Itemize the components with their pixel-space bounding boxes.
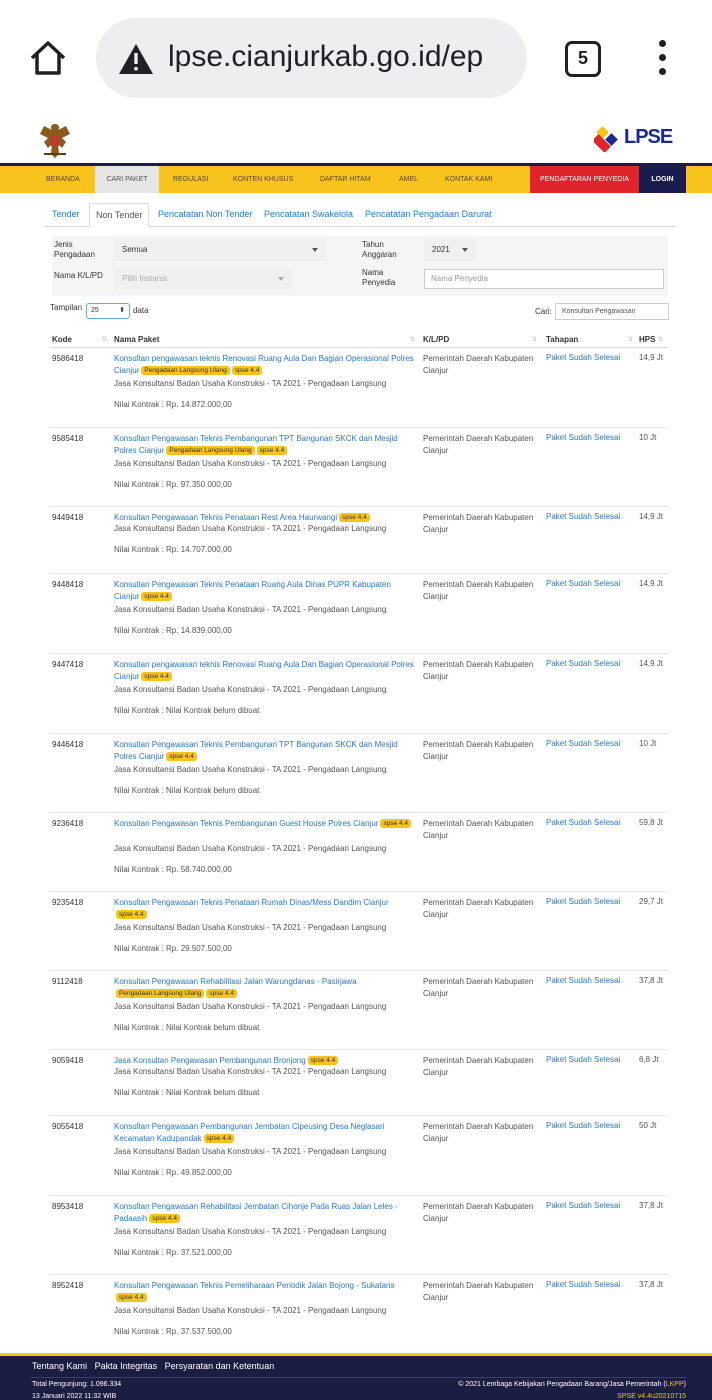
hps-cell: 14,9 Jt [639, 579, 664, 588]
nilai-kontrak-text: Nilai Kontrak : Rp. 58.740.000,00 [114, 865, 232, 874]
status-badge: spse 4.4 [257, 446, 288, 455]
status-badge: spse 4.4 [141, 672, 172, 681]
table-row [50, 1275, 668, 1355]
klpd-cell: Pemerintah Daerah Kabupaten Cianjur [423, 354, 534, 375]
nama-paket-link[interactable]: Konsultan Pengawasan Teknis Penataan Rest Area Haurwangi [114, 513, 338, 522]
hps-cell: 10 Jt [639, 739, 657, 748]
nilai-kontrak-text: Nilai Kontrak : Rp. 97.350.000,00 [114, 480, 232, 489]
jenis-pengadaan-text: Jasa Konsultansi Badan Usaha Konstruksi - TA 2021 - Pengadaan Langsung [114, 1067, 387, 1076]
copyright-text: © 2021 Lembaga Kebijakan Pengadaan Barang/Jasa Pemerintah ( [458, 1381, 666, 1388]
search-input[interactable]: Konsultan Pengawasan [555, 303, 669, 320]
login-button[interactable]: LOGIN [639, 166, 686, 193]
footer [0, 1353, 712, 1400]
url-text: lpse.cianjurkab.go.id/ep [168, 40, 484, 73]
status-badge: spse 4.4 [149, 1214, 180, 1223]
jenis-pengadaan-text: Jasa Konsultansi Badan Usaha Konstruksi - TA 2021 - Pengadaan Langsung [114, 605, 387, 614]
tahun-anggaran-label: Tahun Anggaran [362, 240, 397, 259]
hps-cell: 50 Jt [639, 1121, 657, 1130]
nama-paket-link[interactable]: Jasa Konsultan Pengawasan Pembangunan Bronjong [114, 1056, 306, 1065]
hps-cell: 14,9 Jt [639, 353, 664, 362]
nav-konten-khusus[interactable]: KONTEN KHUSUS [233, 176, 294, 183]
status-badge: spse 4.4 [206, 989, 237, 998]
nav-daftar-hitam[interactable]: DAFTAR HITAM [320, 176, 371, 183]
tahun-anggaran-select[interactable] [424, 239, 476, 261]
chevron-down-icon [278, 277, 284, 281]
status-badge: spse 4.4 [308, 1056, 339, 1065]
klpd-cell: Pemerintah Daerah Kabupaten Cianjur [423, 1281, 534, 1302]
col-hps[interactable]: HPS [639, 335, 656, 344]
status-badge: spse 4.4 [204, 1134, 235, 1143]
data-label: data [133, 306, 149, 315]
jenis-pengadaan-text: Jasa Konsultansi Badan Usaha Konstruksi - TA 2021 - Pengadaan Langsung [114, 844, 387, 853]
lkpp-link[interactable]: LKPP [665, 1381, 684, 1388]
klpd-cell: Pemerintah Daerah Kabupaten Cianjur [423, 1122, 534, 1143]
nilai-kontrak-text: Nilai Kontrak : Nilai Kontrak belum dibuat [114, 1088, 260, 1097]
status-badge: spse 4.4 [116, 1293, 147, 1302]
nav-regulasi[interactable]: REGULASI [173, 176, 209, 183]
hps-cell: 10 Jt [639, 433, 657, 442]
tahapan-link[interactable]: Paket Sudah Selesai [546, 659, 621, 668]
browser-toolbar [0, 0, 712, 116]
garuda-emblem-icon [38, 120, 72, 160]
nilai-kontrak-text: Nilai Kontrak : Nilai Kontrak belum dibuat [114, 1023, 260, 1032]
kode-cell: 8952418 [52, 1281, 84, 1290]
nama-penyedia-label: Nama Penyedia [362, 268, 396, 287]
footer-link-pakta[interactable]: Pakta Integritas [94, 1361, 158, 1371]
nama-paket-cell [114, 897, 414, 920]
klpd-cell: Pemerintah Daerah Kabupaten Cianjur [423, 977, 534, 998]
status-badge: spse 4.4 [232, 366, 263, 375]
nilai-kontrak-text: Nilai Kontrak : Rp. 37.537.500,00 [114, 1327, 232, 1336]
nilai-kontrak-text: Nilai Kontrak : Nilai Kontrak belum dibuat [114, 786, 260, 795]
sort-icon[interactable]: ⇅ [102, 337, 108, 343]
nama-paket-cell [114, 739, 414, 762]
tahapan-link[interactable]: Paket Sudah Selesai [546, 976, 621, 985]
col-nama-paket[interactable]: Nama Paket [114, 335, 160, 344]
kode-cell: 9449418 [52, 513, 84, 522]
footer-link-tentang[interactable]: Tentang Kami [32, 1361, 88, 1371]
table-header [50, 330, 668, 348]
nama-paket-cell [114, 1280, 414, 1303]
nama-paket-cell [114, 976, 414, 999]
kode-cell: 9235418 [52, 898, 84, 907]
footer-links [32, 1361, 279, 1371]
copyright-close: ) [683, 1381, 686, 1388]
kode-cell: 9112418 [52, 977, 83, 986]
tahapan-link[interactable]: Paket Sudah Selesai [546, 433, 621, 442]
klpd-cell: Pemerintah Daerah Kabupaten Cianjur [423, 898, 534, 919]
instansi-select[interactable] [114, 268, 292, 290]
tahapan-link[interactable]: Paket Sudah Selesai [546, 739, 621, 748]
site-header [0, 116, 712, 164]
nama-paket-link[interactable]: Konsultan Pengawasan Teknis Pembangunan Guest House Polres Cianjur [114, 819, 379, 828]
main-nav [0, 163, 712, 193]
nama-paket-link[interactable]: Konsultan pengawasan teknis Renovasi Ruang Aula Dan Bagian Operasional Polres Cianjur [114, 354, 414, 375]
instansi-placeholder: Pilih Instansi [122, 274, 167, 283]
kode-cell: 9448418 [52, 580, 84, 589]
kode-cell: 9236418 [52, 819, 84, 828]
tahapan-link[interactable]: Paket Sudah Selesai [546, 818, 621, 827]
status-badge: spse 4.4 [116, 910, 147, 919]
lpse-logo[interactable] [594, 124, 674, 154]
nama-paket-cell [114, 1201, 414, 1224]
tahapan-link[interactable]: Paket Sudah Selesai [546, 579, 621, 588]
chevron-down-icon [312, 248, 318, 252]
jenis-pengadaan-text: Jasa Konsultansi Badan Usaha Konstruksi - TA 2021 - Pengadaan Langsung [114, 524, 387, 533]
jenis-pengadaan-select[interactable] [114, 239, 326, 261]
warning-icon[interactable] [118, 42, 154, 76]
overflow-menu-icon[interactable] [655, 40, 669, 78]
col-tahapan[interactable]: Tahapan [546, 335, 579, 344]
kode-cell: 9446418 [52, 740, 84, 749]
tahapan-link[interactable]: Paket Sudah Selesai [546, 1055, 621, 1064]
status-badge: Pengadaan Langsung Ulang [166, 446, 254, 455]
table-row [50, 734, 668, 813]
tab-pencatatan-non-tender[interactable]: Pencatatan Non Tender [158, 209, 253, 219]
jenis-pengadaan-label: Jenis Pengadaan [54, 240, 95, 259]
col-kode[interactable]: Kode [52, 335, 72, 344]
copyright [458, 1381, 686, 1388]
nama-paket-cell [114, 512, 414, 524]
lpse-logo-text: LPSE [624, 126, 673, 148]
hps-cell: 59,8 Jt [639, 818, 664, 827]
tahapan-link[interactable]: Paket Sudah Selesai [546, 353, 621, 362]
nav-beranda[interactable]: BERANDA [46, 176, 80, 183]
table-row [50, 574, 668, 654]
nama-paket-cell [114, 433, 414, 456]
jenis-pengadaan-text: Jasa Konsultansi Badan Usaha Konstruksi - TA 2021 - Pengadaan Langsung [114, 1002, 387, 1011]
tahapan-link[interactable]: Paket Sudah Selesai [546, 1280, 621, 1289]
footer-divider [30, 1377, 686, 1378]
nama-paket-link[interactable]: Konsultan Pengawasan Teknis Pembangunan TPT Bangunan SKCK dan Mesjid Polres Cianjur [114, 740, 398, 761]
jenis-pengadaan-text: Jasa Konsultansi Badan Usaha Konstruksi - TA 2021 - Pengadaan Langsung [114, 765, 387, 774]
nama-paket-cell [114, 579, 414, 602]
filter-panel [52, 236, 668, 296]
cari-label: Cari: [535, 307, 552, 316]
nama-paket-cell [114, 1055, 414, 1067]
jenis-pengadaan-text: Jasa Konsultansi Badan Usaha Konstruksi - TA 2021 - Pengadaan Langsung [114, 379, 387, 388]
address-bar[interactable] [96, 18, 527, 98]
table-row [50, 892, 668, 971]
jenis-pengadaan-text: Jasa Konsultansi Badan Usaha Konstruksi - TA 2021 - Pengadaan Langsung [114, 685, 387, 694]
tampilan-label: Tampilan [50, 303, 83, 312]
hps-cell: 37,8 Jt [639, 1201, 664, 1210]
jenis-pengadaan-text: Jasa Konsultansi Badan Usaha Konstruksi - TA 2021 - Pengadaan Langsung [114, 1227, 387, 1236]
jenis-pengadaan-text: Jasa Konsultansi Badan Usaha Konstruksi - TA 2021 - Pengadaan Langsung [114, 923, 387, 932]
table-row [50, 507, 668, 574]
hps-cell: 14,9 Jt [639, 659, 664, 668]
table-row [50, 813, 668, 892]
nama-paket-link[interactable]: Konsultan pengawasan teknis Renovasi Ruang Aula Dan Bagian Operasional Polres Cianjur [114, 660, 414, 681]
klpd-cell: Pemerintah Daerah Kabupaten Cianjur [423, 513, 534, 534]
kode-cell: 9059418 [52, 1056, 84, 1065]
lpse-logo-icon [594, 126, 624, 152]
klpd-cell: Pemerintah Daerah Kabupaten Cianjur [423, 434, 534, 455]
nama-paket-cell [114, 818, 414, 830]
sort-icon[interactable]: ⇅ [532, 337, 538, 343]
tahapan-link[interactable]: Paket Sudah Selesai [546, 1201, 621, 1210]
status-badge: spse 4.4 [339, 513, 370, 522]
tahapan-link[interactable]: Paket Sudah Selesai [546, 1121, 621, 1130]
table-row [50, 654, 668, 734]
nav-cari-paket[interactable]: CARI PAKET [95, 166, 159, 193]
subtabs [44, 203, 676, 227]
klpd-cell: Pemerintah Daerah Kabupaten Cianjur [423, 1056, 534, 1077]
footer-link-persyaratan[interactable]: Persyaratan dan Ketentuan [164, 1361, 275, 1371]
table-row [50, 1050, 668, 1116]
klpd-cell: Pemerintah Daerah Kabupaten Cianjur [423, 740, 534, 761]
klpd-cell: Pemerintah Daerah Kabupaten Cianjur [423, 660, 534, 681]
table-row [50, 348, 668, 428]
nilai-kontrak-text: Nilai Kontrak : Rp. 49.852.000,00 [114, 1168, 232, 1177]
nav-amel[interactable]: AMEL [399, 176, 419, 183]
status-badge: spse 4.4 [380, 819, 411, 828]
pendaftaran-penyedia-button[interactable]: PENDAFTARAN PENYEDIA [530, 166, 639, 193]
table-row [50, 1196, 668, 1275]
hps-cell: 6,8 Jt [639, 1055, 659, 1064]
kode-cell: 9447418 [52, 660, 84, 669]
table-row [50, 1116, 668, 1196]
nama-paket-cell [114, 659, 414, 682]
hps-cell: 29,7 Jt [639, 897, 664, 906]
tab-non-tender[interactable]: Non Tender [89, 203, 149, 227]
nilai-kontrak-text: Nilai Kontrak : Nilai Kontrak belum dibuat [114, 706, 260, 715]
nav-kontak-kami[interactable]: KONTAK KAMI [445, 176, 493, 183]
table-row [50, 971, 668, 1050]
klpd-cell: Pemerintah Daerah Kabupaten Cianjur [423, 580, 534, 601]
kode-cell: 9585418 [52, 434, 84, 443]
tab-pencatatan-pengadaan-darurat[interactable]: Pencatatan Pengadaan Darurat [365, 209, 492, 219]
jenis-pengadaan-text: Jasa Konsultansi Badan Usaha Konstruksi - TA 2021 - Pengadaan Langsung [114, 459, 387, 468]
nama-paket-link[interactable]: Konsultan Pengawasan Pembangunan Jembatan Cipeusing Desa Neglasari Kecamatan Kadupandak [114, 1122, 385, 1143]
spse-version: SPSE v4.4u20210715 [617, 1393, 686, 1400]
nama-paket-cell [114, 1121, 414, 1144]
chevron-down-icon [462, 248, 468, 252]
nama-paket-link[interactable]: Konsultan Pengawasan Rehabilitasi Jembatan Cihonje Pada Ruas Jalan Leles - Padaasih [114, 1202, 398, 1223]
table-row [50, 428, 668, 507]
nama-paket-link[interactable]: Konsultan Pengawasan Teknis Pembangunan TPT Bangunan SKCK dan Mesjid Polres Cianjur [114, 434, 398, 455]
kode-cell: 9055418 [52, 1122, 84, 1131]
klpd-cell: Pemerintah Daerah Kabupaten Cianjur [423, 819, 534, 840]
tab-switcher-button[interactable]: 5 [565, 41, 601, 77]
status-badge: Pengadaan Langsung Ulang [141, 366, 229, 375]
home-icon[interactable] [28, 38, 68, 78]
nama-paket-cell [114, 353, 414, 376]
nama-paket-link[interactable]: Konsultan Pengawasan Teknis Penataan Rumah Dinas/Mess Dandim Cianjur [114, 898, 389, 907]
kode-cell: 9586418 [52, 354, 84, 363]
nilai-kontrak-text: Nilai Kontrak : Rp. 37.521.000,00 [114, 1248, 232, 1257]
page-length-value: 25 [91, 307, 99, 314]
page-length-select[interactable] [86, 303, 130, 319]
nilai-kontrak-text: Nilai Kontrak : Rp. 14.872.000,00 [114, 400, 232, 409]
kode-cell: 8953418 [52, 1202, 84, 1211]
nama-paket-link[interactable]: Konsultan Pengawasan Rehabilitasi Jalan Warungdanas - Pasirjawa [114, 977, 357, 986]
main-content [44, 193, 676, 1353]
updown-icon: ⬍ [119, 307, 125, 314]
status-badge: spse 4.4 [166, 752, 197, 761]
tab-tender[interactable]: Tender [52, 209, 80, 219]
status-badge: spse 4.4 [141, 592, 172, 601]
footer-date: 13 Januari 2022 11:32 WIB [32, 1393, 117, 1400]
status-badge: Pengadaan Langsung Ulang [116, 989, 204, 998]
tahapan-link[interactable]: Paket Sudah Selesai [546, 897, 621, 906]
jenis-pengadaan-text: Jasa Konsultansi Badan Usaha Konstruksi - TA 2021 - Pengadaan Langsung [114, 1306, 387, 1315]
nama-klpd-label: Nama K/L/PD [54, 271, 103, 280]
total-pengunjung: Total Pengunjung: 1.096.334 [32, 1381, 122, 1388]
nama-paket-link[interactable]: Konsultan Pengawasan Teknis Pemeliharaan Periodik Jalan Bojong - Sukataris [114, 1281, 395, 1290]
nilai-kontrak-text: Nilai Kontrak : Rp. 29.507.500,00 [114, 944, 232, 953]
tahapan-link[interactable]: Paket Sudah Selesai [546, 512, 621, 521]
tab-pencatatan-swakelola[interactable]: Pencatatan Swakelola [264, 209, 354, 219]
nilai-kontrak-text: Nilai Kontrak : Rp. 14.707.000,00 [114, 545, 232, 554]
sort-icon[interactable]: ⇅ [628, 337, 634, 343]
nama-penyedia-input[interactable]: Nama Penyedia [424, 269, 664, 289]
jenis-pengadaan-value: Semua [122, 245, 148, 254]
hps-cell: 14,9 Jt [639, 512, 664, 521]
tahun-anggaran-value: 2021 [432, 245, 450, 254]
klpd-cell: Pemerintah Daerah Kabupaten Cianjur [423, 1202, 534, 1223]
nilai-kontrak-text: Nilai Kontrak : Rp. 14.839.000,00 [114, 626, 232, 635]
sort-icon[interactable]: ⇅ [658, 337, 664, 343]
nama-paket-link[interactable]: Konsultan Pengawasan Teknis Penataan Ruang Aula Dinas PUPR Kabupaten Cianjur [114, 580, 391, 601]
hps-cell: 37,8 Jt [639, 1280, 664, 1289]
col-klpd[interactable]: K/L/PD [423, 335, 450, 344]
hps-cell: 37,8 Jt [639, 976, 664, 985]
jenis-pengadaan-text: Jasa Konsultansi Badan Usaha Konstruksi - TA 2021 - Pengadaan Langsung [114, 1147, 387, 1156]
sort-icon[interactable]: ⇅ [410, 337, 416, 343]
